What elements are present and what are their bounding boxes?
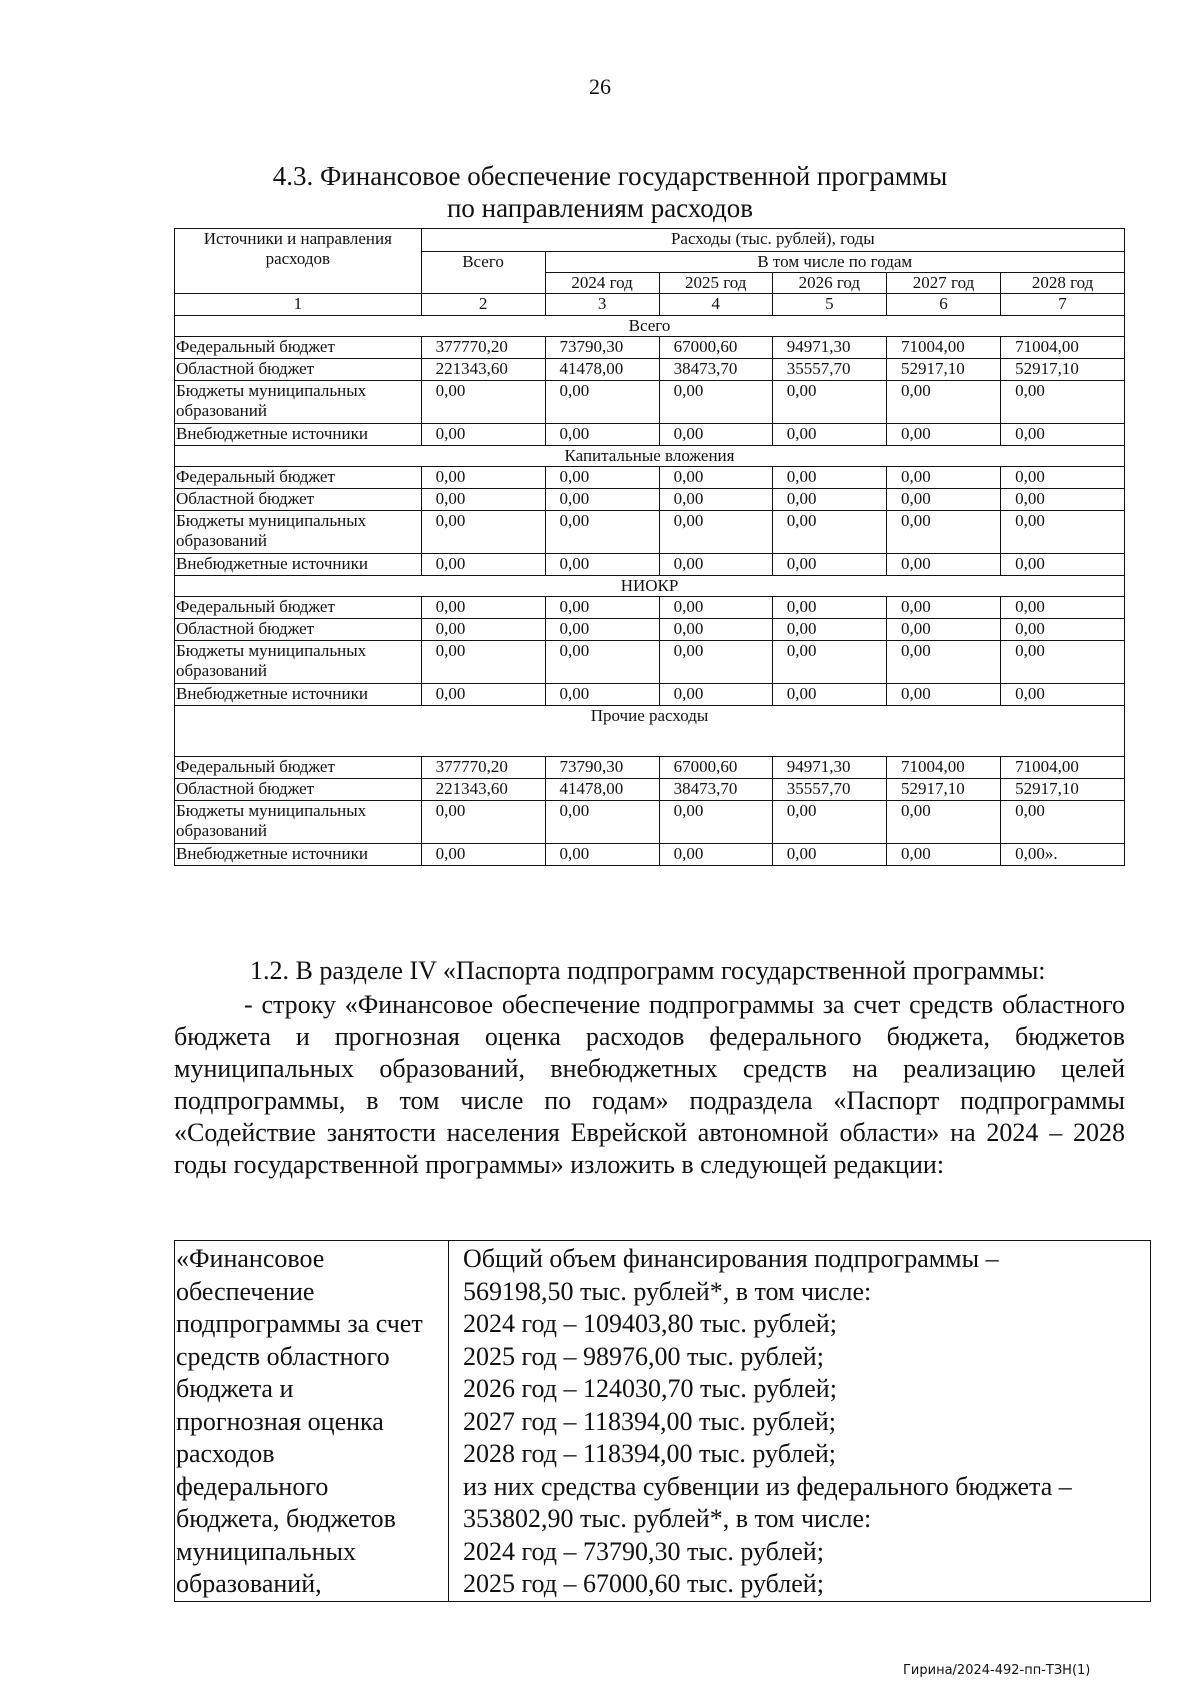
- value-cell: 0,00: [659, 641, 772, 684]
- value-cell: 0,00: [1001, 619, 1125, 641]
- passport-right-line: 2025 год – 98976,00 тыс. рублей;: [463, 1341, 824, 1371]
- value-cell: 0,00: [772, 424, 886, 446]
- value-cell: 0,00: [886, 554, 1000, 576]
- value-cell: 0,00: [886, 424, 1000, 446]
- table-row: [175, 359, 1125, 381]
- group-header-row: [175, 446, 1125, 467]
- paragraph-heading: 1.2. В разделе IV «Паспорта подпрограмм государственной программы:: [250, 956, 1046, 985]
- value-cell: 0,00: [421, 684, 545, 706]
- value-cell: 0,00: [659, 597, 772, 619]
- value-cell: 0,00: [1001, 511, 1125, 554]
- value-cell: 0,00: [772, 684, 886, 706]
- group-title-cell: Всего: [175, 316, 1125, 337]
- value-cell: 0,00: [1001, 641, 1125, 684]
- passport-right-line: 2025 год – 67000,60 тыс. рублей;: [463, 1569, 824, 1598]
- value-cell: 0,00».: [1001, 844, 1125, 866]
- passport-right-line: 2024 год – 73790,30 тыс. рублей;: [463, 1536, 824, 1566]
- row-label-cell: Внебюджетные источники: [175, 844, 422, 866]
- header-year-cell: 2025 год: [659, 273, 772, 294]
- value-cell: 0,00: [886, 597, 1000, 619]
- value-cell: 52917,10: [1001, 779, 1125, 801]
- group-header-row: [175, 706, 1125, 757]
- row-label-cell: Внебюджетные источники: [175, 684, 422, 706]
- value-cell: 0,00: [1001, 597, 1125, 619]
- value-cell: 0,00: [545, 641, 659, 684]
- value-cell: 0,00: [1001, 467, 1125, 489]
- value-cell: 0,00: [545, 844, 659, 866]
- row-label-cell: Областной бюджет: [175, 619, 422, 641]
- value-cell: 71004,00: [886, 337, 1000, 359]
- value-cell: 0,00: [659, 489, 772, 511]
- header-source-cell: Источники и направления расходов: [175, 229, 422, 294]
- passport-right-line: 569198,50 тыс. рублей*, в том числе:: [463, 1276, 872, 1306]
- passport-left-line: федерального: [176, 1471, 329, 1501]
- column-number-cell: 2: [421, 294, 545, 316]
- value-cell: 221343,60: [421, 779, 545, 801]
- value-cell: 0,00: [772, 801, 886, 844]
- value-cell: 0,00: [886, 467, 1000, 489]
- value-cell: 0,00: [545, 467, 659, 489]
- value-cell: 0,00: [1001, 489, 1125, 511]
- value-cell: 38473,70: [659, 359, 772, 381]
- row-label-cell: Федеральный бюджет: [175, 757, 422, 779]
- value-cell: 0,00: [659, 511, 772, 554]
- passport-left-line: бюджета и: [176, 1374, 294, 1403]
- table-row: [175, 641, 1125, 684]
- value-cell: 52917,10: [886, 779, 1000, 801]
- value-cell: 0,00: [772, 467, 886, 489]
- passport-left-cell: [175, 1241, 449, 1602]
- passport-left-line: муниципальных: [176, 1536, 357, 1566]
- group-header-row: [175, 316, 1125, 337]
- value-cell: 0,00: [545, 801, 659, 844]
- table-row: [175, 381, 1125, 424]
- value-cell: 0,00: [1001, 801, 1125, 844]
- footer-document-code: Гирина/2024-492-пп-ТЗН(1): [903, 1663, 1091, 1678]
- value-cell: 0,00: [545, 489, 659, 511]
- row-label-cell: Бюджеты муниципальных образований: [175, 641, 422, 684]
- value-cell: 0,00: [1001, 554, 1125, 576]
- passport-left-line: средств областного: [176, 1341, 390, 1371]
- column-number-cell: 5: [772, 294, 886, 316]
- value-cell: 0,00: [659, 619, 772, 641]
- value-cell: 67000,60: [659, 337, 772, 359]
- column-number-cell: 1: [175, 294, 422, 316]
- row-label-cell: Внебюджетные источники: [175, 554, 422, 576]
- value-cell: 0,00: [886, 489, 1000, 511]
- passport-right-line: 353802,90 тыс. рублей*, в том числе:: [463, 1504, 872, 1533]
- value-cell: 0,00: [1001, 381, 1125, 424]
- passport-right-line: 2027 год – 118394,00 тыс. рублей;: [463, 1406, 836, 1436]
- value-cell: 0,00: [1001, 424, 1125, 446]
- passport-right-cell: [449, 1241, 1151, 1602]
- value-cell: 0,00: [886, 844, 1000, 866]
- value-cell: 35557,70: [772, 359, 886, 381]
- passport-left-line: «Финансовое: [176, 1244, 325, 1273]
- value-cell: 0,00: [772, 381, 886, 424]
- passport-right-line: 2028 год – 118394,00 тыс. рублей;: [463, 1439, 836, 1468]
- value-cell: 0,00: [886, 684, 1000, 706]
- row-label-cell: Федеральный бюджет: [175, 467, 422, 489]
- value-cell: 0,00: [545, 554, 659, 576]
- value-cell: 0,00: [772, 597, 886, 619]
- row-label-cell: Областной бюджет: [175, 489, 422, 511]
- value-cell: 0,00: [421, 511, 545, 554]
- passport-right-line: 2026 год – 124030,70 тыс. рублей;: [463, 1374, 837, 1403]
- column-number-cell: 7: [1001, 294, 1125, 316]
- table-row: [175, 467, 1125, 489]
- value-cell: 377770,20: [421, 337, 545, 359]
- value-cell: 38473,70: [659, 779, 772, 801]
- passport-right-line: из них средства субвенции из федерального бюджета –: [463, 1471, 1072, 1501]
- table-row: [175, 424, 1125, 446]
- value-cell: 94971,30: [772, 757, 886, 779]
- table-row: [175, 511, 1125, 554]
- value-cell: 94971,30: [772, 337, 886, 359]
- value-cell: 0,00: [421, 554, 545, 576]
- passport-left-line: прогнозная оценка: [176, 1406, 384, 1436]
- table-row: [175, 684, 1125, 706]
- paragraph-body: - строку «Финансовое обеспечение подпрограммы за счет средств областного бюджета и прогнозная оценка расходов федерального бюджета, бюджетов муниципальных образований, внебюджетных средств на реализацию целей подпрограммы, в том числе по годам» подраздела «Паспорт подпрограммы «Содействие занятости населения Еврейской автономной области» на 2024 – 2028 годы государственной программы» изложить в следующей редакции:: [174, 990, 1125, 1179]
- passport-right-line: Общий объем финансирования подпрограммы –: [463, 1244, 999, 1273]
- header-total-cell: Всего: [421, 252, 545, 294]
- value-cell: 0,00: [886, 801, 1000, 844]
- header-by-years-cell: В том числе по годам: [545, 252, 1125, 273]
- value-cell: 0,00: [659, 684, 772, 706]
- table-row: [175, 337, 1125, 359]
- value-cell: 0,00: [772, 641, 886, 684]
- value-cell: 0,00: [772, 619, 886, 641]
- row-label-cell: Областной бюджет: [175, 779, 422, 801]
- row-label-cell: Областной бюджет: [175, 359, 422, 381]
- value-cell: 0,00: [421, 381, 545, 424]
- value-cell: 71004,00: [1001, 337, 1125, 359]
- value-cell: 35557,70: [772, 779, 886, 801]
- value-cell: 0,00: [772, 511, 886, 554]
- value-cell: 0,00: [886, 641, 1000, 684]
- group-header-row: [175, 576, 1125, 597]
- passport-left-line: обеспечение: [176, 1276, 315, 1306]
- value-cell: 221343,60: [421, 359, 545, 381]
- section-title-line-2: по направлениям расходов: [446, 193, 753, 223]
- value-cell: 0,00: [886, 381, 1000, 424]
- row-label-cell: Бюджеты муниципальных образований: [175, 801, 422, 844]
- header-year-cell: 2028 год: [1001, 273, 1125, 294]
- value-cell: 0,00: [659, 844, 772, 866]
- value-cell: 0,00: [659, 381, 772, 424]
- header-year-cell: 2024 год: [545, 273, 659, 294]
- table-row: [175, 597, 1125, 619]
- passport-table: [174, 1240, 1151, 1602]
- finance-table: [174, 228, 1125, 866]
- value-cell: 0,00: [421, 619, 545, 641]
- value-cell: 71004,00: [886, 757, 1000, 779]
- header-year-cell: 2026 год: [772, 273, 886, 294]
- table-row: [175, 619, 1125, 641]
- value-cell: 0,00: [659, 554, 772, 576]
- group-title-cell: Прочие расходы: [175, 706, 1125, 757]
- value-cell: 0,00: [545, 424, 659, 446]
- value-cell: 0,00: [545, 684, 659, 706]
- section-title: [0, 160, 1200, 224]
- section-title-line-1: 4.3. Финансовое обеспечение государственной программы: [272, 161, 948, 191]
- value-cell: 73790,30: [545, 337, 659, 359]
- value-cell: 0,00: [659, 467, 772, 489]
- table-row: [175, 779, 1125, 801]
- value-cell: 0,00: [659, 801, 772, 844]
- value-cell: 0,00: [772, 489, 886, 511]
- value-cell: 52917,10: [1001, 359, 1125, 381]
- value-cell: 0,00: [421, 424, 545, 446]
- value-cell: 377770,20: [421, 757, 545, 779]
- passport-right-line: 2024 год – 109403,80 тыс. рублей;: [463, 1309, 837, 1338]
- group-title-cell: Капитальные вложения: [175, 446, 1125, 467]
- header-expenses-cell: Расходы (тыс. рублей), годы: [421, 229, 1124, 252]
- value-cell: 0,00: [421, 489, 545, 511]
- value-cell: 0,00: [1001, 684, 1125, 706]
- value-cell: 0,00: [421, 641, 545, 684]
- value-cell: 0,00: [545, 511, 659, 554]
- value-cell: 0,00: [886, 511, 1000, 554]
- value-cell: 41478,00: [545, 359, 659, 381]
- value-cell: 0,00: [772, 554, 886, 576]
- passport-left-line: расходов: [176, 1439, 275, 1468]
- group-title-cell: НИОКР: [175, 576, 1125, 597]
- value-cell: 0,00: [421, 844, 545, 866]
- row-label-cell: Бюджеты муниципальных образований: [175, 381, 422, 424]
- column-number-cell: 3: [545, 294, 659, 316]
- table-row: [175, 489, 1125, 511]
- value-cell: 0,00: [421, 597, 545, 619]
- value-cell: 0,00: [421, 467, 545, 489]
- row-label-cell: Федеральный бюджет: [175, 597, 422, 619]
- header-year-cell: 2027 год: [886, 273, 1000, 294]
- column-number-cell: 4: [659, 294, 772, 316]
- value-cell: 0,00: [659, 424, 772, 446]
- value-cell: 0,00: [421, 801, 545, 844]
- value-cell: 0,00: [545, 619, 659, 641]
- passport-left-line: образований,: [176, 1569, 322, 1598]
- value-cell: 71004,00: [1001, 757, 1125, 779]
- column-number-cell: 6: [886, 294, 1000, 316]
- value-cell: 52917,10: [886, 359, 1000, 381]
- table-row: [175, 554, 1125, 576]
- table-row: [175, 757, 1125, 779]
- passport-left-line: бюджета, бюджетов: [176, 1504, 396, 1533]
- table-row: [175, 844, 1125, 866]
- value-cell: 73790,30: [545, 757, 659, 779]
- row-label-cell: Бюджеты муниципальных образований: [175, 511, 422, 554]
- value-cell: 0,00: [772, 844, 886, 866]
- value-cell: 67000,60: [659, 757, 772, 779]
- row-label-cell: Федеральный бюджет: [175, 337, 422, 359]
- value-cell: 0,00: [545, 381, 659, 424]
- table-row: [175, 801, 1125, 844]
- value-cell: 0,00: [545, 597, 659, 619]
- passport-left-line: подпрограммы за счет: [176, 1309, 423, 1338]
- row-label-cell: Внебюджетные источники: [175, 424, 422, 446]
- page-number: 26: [589, 74, 611, 99]
- value-cell: 41478,00: [545, 779, 659, 801]
- value-cell: 0,00: [886, 619, 1000, 641]
